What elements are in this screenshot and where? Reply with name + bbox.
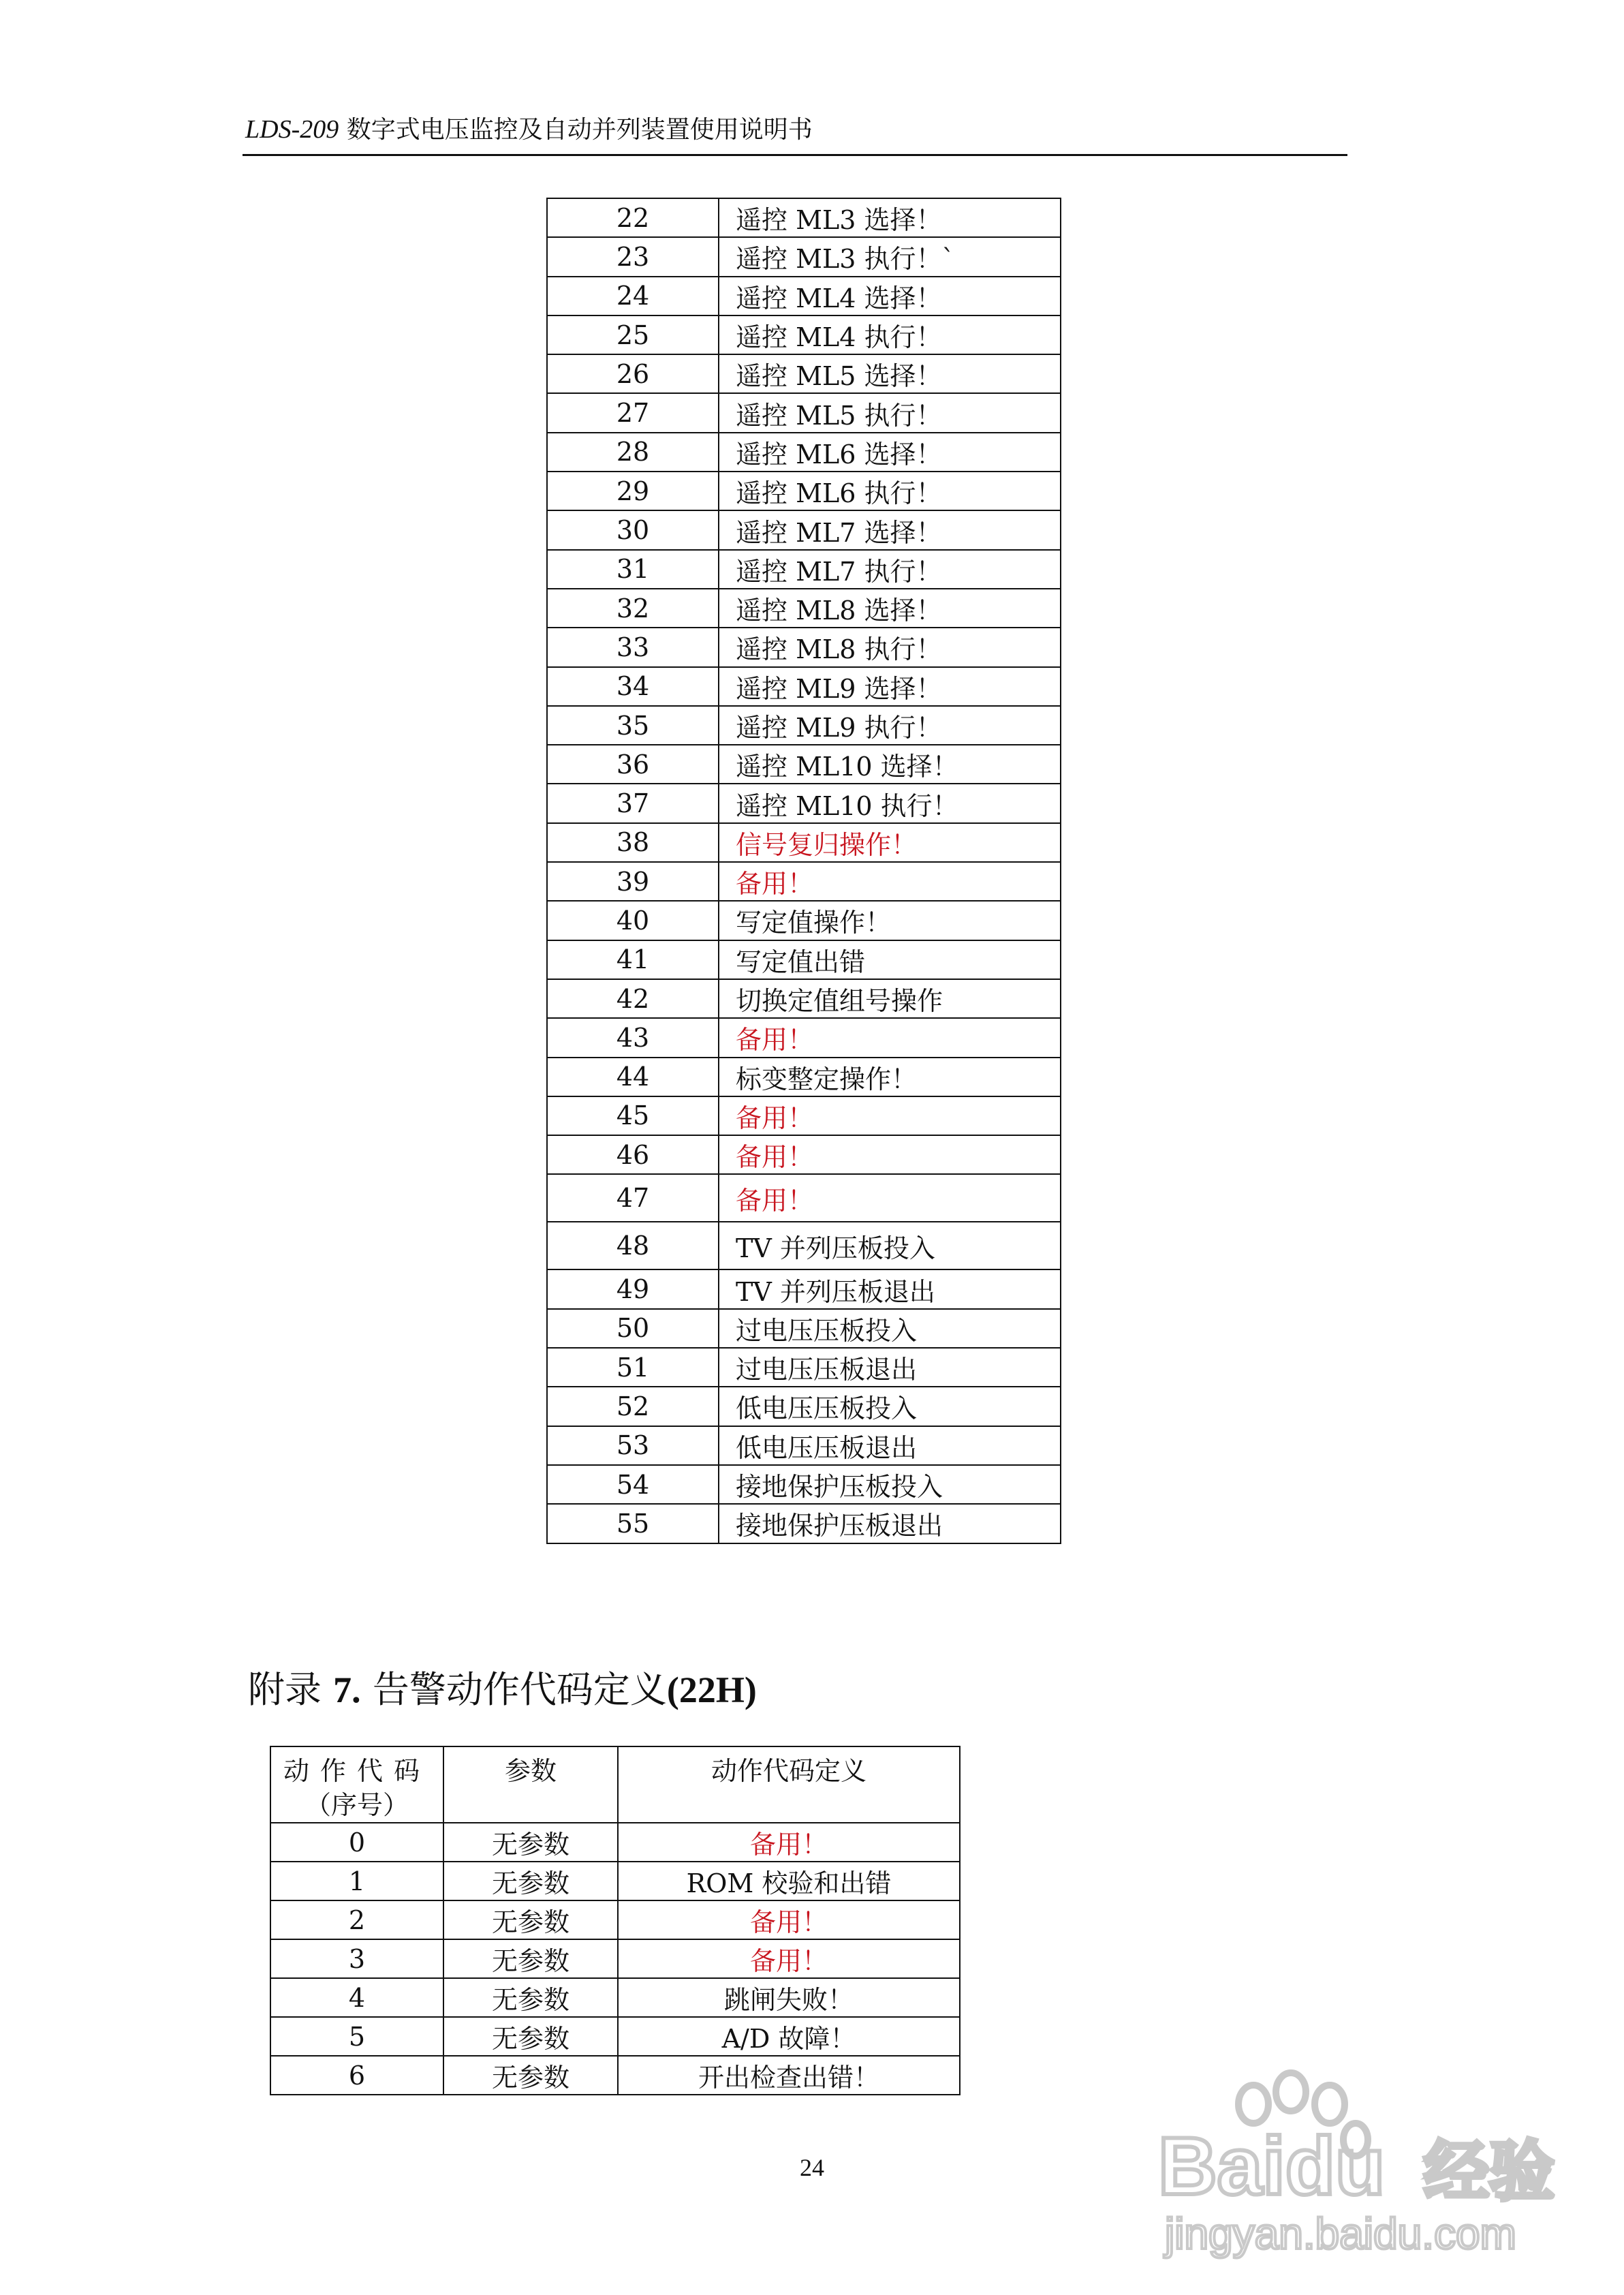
header-cell-definition: 动作代码定义 bbox=[618, 1746, 960, 1823]
alarm-code-cell: 4 bbox=[270, 1978, 443, 2017]
table-row bbox=[547, 979, 1061, 1018]
section-heading bbox=[248, 1668, 757, 1712]
table-row bbox=[547, 628, 1061, 666]
table-row bbox=[547, 706, 1061, 745]
row-description-cell: 低电压压板投入 bbox=[719, 1387, 1061, 1426]
row-description-cell: 遥控 ML6 执行！ bbox=[719, 472, 1061, 510]
table-row bbox=[547, 1174, 1061, 1222]
row-description-cell: 遥控 ML5 选择！ bbox=[719, 354, 1061, 393]
row-number-cell: 36 bbox=[547, 745, 719, 784]
row-description-cell: 写定值出错 bbox=[719, 940, 1061, 979]
row-number-cell: 35 bbox=[547, 706, 719, 745]
section-code: (22H) bbox=[666, 1669, 757, 1710]
alarm-param-cell: 无参数 bbox=[443, 2017, 618, 2056]
row-description-cell: 低电压压板退出 bbox=[719, 1426, 1061, 1465]
section-title-text: 告警动作代码定义 bbox=[372, 1668, 667, 1711]
row-number-cell: 31 bbox=[547, 550, 719, 589]
alarm-definition-cell: 跳闸失败！ bbox=[618, 1978, 960, 2017]
table-row bbox=[547, 1348, 1061, 1387]
alarm-definition-cell: 备用！ bbox=[618, 1823, 960, 1862]
header-cell-param: 参数 bbox=[443, 1746, 618, 1823]
row-description-cell: 备用！ bbox=[719, 862, 1061, 901]
alarm-definition-cell: 备用！ bbox=[618, 1939, 960, 1978]
table-row bbox=[547, 1135, 1061, 1174]
alarm-code-table bbox=[270, 1746, 961, 2095]
remote-control-table-body bbox=[547, 198, 1061, 1543]
table-row bbox=[270, 2017, 960, 2056]
row-number-cell: 45 bbox=[547, 1096, 719, 1135]
row-description-cell: 过电压压板投入 bbox=[719, 1309, 1061, 1348]
row-number-cell: 27 bbox=[547, 393, 719, 432]
row-number-cell: 48 bbox=[547, 1222, 719, 1269]
table-row bbox=[270, 1978, 960, 2017]
table-row bbox=[547, 354, 1061, 393]
row-description-cell: TV 并列压板投入 bbox=[719, 1222, 1061, 1269]
table-row bbox=[270, 1939, 960, 1978]
row-number-cell: 22 bbox=[547, 198, 719, 237]
header-divider bbox=[243, 154, 1347, 156]
alarm-definition-cell: 备用！ bbox=[618, 1900, 960, 1939]
alarm-table-header-row bbox=[270, 1746, 960, 1823]
table-row bbox=[547, 745, 1061, 784]
row-number-cell: 23 bbox=[547, 237, 719, 276]
alarm-param-cell: 无参数 bbox=[443, 1862, 618, 1900]
row-number-cell: 52 bbox=[547, 1387, 719, 1426]
row-number-cell: 34 bbox=[547, 667, 719, 706]
row-number-cell: 50 bbox=[547, 1309, 719, 1348]
row-description-cell: 遥控 ML6 选择！ bbox=[719, 433, 1061, 472]
table-row bbox=[547, 433, 1061, 472]
row-description-cell: 遥控 ML4 选择！ bbox=[719, 277, 1061, 315]
row-description-cell: 接地保护压板投入 bbox=[719, 1465, 1061, 1504]
row-description-cell: 切换定值组号操作 bbox=[719, 979, 1061, 1018]
alarm-param-cell: 无参数 bbox=[443, 1939, 618, 1978]
row-number-cell: 40 bbox=[547, 901, 719, 940]
table-row bbox=[547, 784, 1061, 822]
table-row bbox=[547, 589, 1061, 628]
watermark-product-text: 经验 bbox=[1424, 2134, 1555, 2210]
row-number-cell: 39 bbox=[547, 862, 719, 901]
row-number-cell: 46 bbox=[547, 1135, 719, 1174]
row-number-cell: 44 bbox=[547, 1058, 719, 1096]
alarm-code-cell: 3 bbox=[270, 1939, 443, 1978]
header-code-line2: （序号） bbox=[304, 1790, 409, 1820]
table-row bbox=[547, 1387, 1061, 1426]
alarm-code-cell: 2 bbox=[270, 1900, 443, 1939]
row-description-cell: 遥控 ML7 执行！ bbox=[719, 550, 1061, 589]
alarm-param-cell: 无参数 bbox=[443, 1823, 618, 1862]
row-description-cell: 遥控 ML8 选择！ bbox=[719, 589, 1061, 628]
header-cell-code bbox=[270, 1746, 443, 1823]
table-row bbox=[270, 1823, 960, 1862]
row-number-cell: 53 bbox=[547, 1426, 719, 1465]
alarm-code-cell: 0 bbox=[270, 1823, 443, 1862]
row-number-cell: 55 bbox=[547, 1504, 719, 1543]
header-title-text: 数字式电压监控及自动并列装置使用说明书 bbox=[346, 116, 813, 144]
table-row bbox=[547, 1426, 1061, 1465]
row-description-cell: 遥控 ML10 选择！ bbox=[719, 745, 1061, 784]
row-number-cell: 26 bbox=[547, 354, 719, 393]
row-number-cell: 47 bbox=[547, 1174, 719, 1222]
row-number-cell: 38 bbox=[547, 823, 719, 862]
row-description-cell: TV 并列压板退出 bbox=[719, 1269, 1061, 1308]
row-number-cell: 43 bbox=[547, 1018, 719, 1057]
row-number-cell: 49 bbox=[547, 1269, 719, 1308]
page-number: 24 bbox=[800, 2154, 824, 2181]
row-description-cell: 备用！ bbox=[719, 1135, 1061, 1174]
row-number-cell: 51 bbox=[547, 1348, 719, 1387]
row-description-cell: 标变整定操作！ bbox=[719, 1058, 1061, 1096]
remote-control-table bbox=[546, 198, 1061, 1544]
table-row bbox=[547, 1465, 1061, 1504]
table-row bbox=[547, 198, 1061, 237]
table-row bbox=[547, 237, 1061, 276]
row-description-cell: 备用！ bbox=[719, 1174, 1061, 1222]
row-description-cell: 遥控 ML3 选择！ bbox=[719, 198, 1061, 237]
row-description-cell: 备用！ bbox=[719, 1018, 1061, 1057]
header-model: LDS-209 bbox=[245, 115, 339, 144]
row-number-cell: 42 bbox=[547, 979, 719, 1018]
section-number: 7. bbox=[333, 1669, 361, 1710]
baidu-jingyan-watermark bbox=[1151, 2065, 1587, 2262]
table-row bbox=[270, 1900, 960, 1939]
table-row bbox=[547, 510, 1061, 549]
row-description-cell: 遥控 ML7 选择！ bbox=[719, 510, 1061, 549]
header-code-line1: 动作代码 bbox=[283, 1756, 431, 1786]
row-number-cell: 24 bbox=[547, 277, 719, 315]
row-number-cell: 29 bbox=[547, 472, 719, 510]
row-number-cell: 41 bbox=[547, 940, 719, 979]
row-description-cell: 遥控 ML10 执行！ bbox=[719, 784, 1061, 822]
row-description-cell: 备用！ bbox=[719, 1096, 1061, 1135]
row-number-cell: 25 bbox=[547, 315, 719, 354]
row-description-cell: 遥控 ML4 执行！ bbox=[719, 315, 1061, 354]
table-row bbox=[547, 940, 1061, 979]
table-row bbox=[547, 1504, 1061, 1543]
table-row bbox=[547, 393, 1061, 432]
table-row bbox=[270, 2056, 960, 2095]
row-description-cell: 写定值操作！ bbox=[719, 901, 1061, 940]
section-prefix: 附录 bbox=[248, 1668, 322, 1711]
row-number-cell: 37 bbox=[547, 784, 719, 822]
row-number-cell: 32 bbox=[547, 589, 719, 628]
alarm-param-cell: 无参数 bbox=[443, 1900, 618, 1939]
row-description-cell: 接地保护压板退出 bbox=[719, 1504, 1061, 1543]
alarm-code-cell: 6 bbox=[270, 2056, 443, 2095]
table-row bbox=[547, 1309, 1061, 1348]
row-description-cell: 信号复归操作！ bbox=[719, 823, 1061, 862]
table-row bbox=[547, 1096, 1061, 1135]
alarm-definition-cell: A/D 故障！ bbox=[618, 2017, 960, 2056]
table-row bbox=[547, 277, 1061, 315]
table-row bbox=[547, 901, 1061, 940]
document-header bbox=[245, 114, 813, 145]
alarm-code-cell: 5 bbox=[270, 2017, 443, 2056]
table-row bbox=[270, 1862, 960, 1900]
row-description-cell: 遥控 ML9 选择！ bbox=[719, 667, 1061, 706]
table-row bbox=[547, 1058, 1061, 1096]
alarm-param-cell: 无参数 bbox=[443, 1978, 618, 2017]
alarm-code-cell: 1 bbox=[270, 1862, 443, 1900]
table-row bbox=[547, 1018, 1061, 1057]
alarm-definition-cell: ROM 校验和出错 bbox=[618, 1862, 960, 1900]
table-row bbox=[547, 472, 1061, 510]
row-number-cell: 30 bbox=[547, 510, 719, 549]
table-row bbox=[547, 550, 1061, 589]
table-row bbox=[547, 667, 1061, 706]
table-row bbox=[547, 862, 1061, 901]
table-row bbox=[547, 1269, 1061, 1308]
row-description-cell: 遥控 ML9 执行！ bbox=[719, 706, 1061, 745]
row-number-cell: 28 bbox=[547, 433, 719, 472]
row-description-cell: 遥控 ML8 执行！ bbox=[719, 628, 1061, 666]
table-row bbox=[547, 315, 1061, 354]
table-row bbox=[547, 823, 1061, 862]
watermark-brand-text: Baidu bbox=[1158, 2121, 1386, 2212]
row-description-cell: 过电压压板退出 bbox=[719, 1348, 1061, 1387]
row-description-cell: 遥控 ML5 执行！ bbox=[719, 393, 1061, 432]
row-description-cell: 遥控 ML3 执行！` bbox=[719, 237, 1061, 276]
row-number-cell: 54 bbox=[547, 1465, 719, 1504]
row-number-cell: 33 bbox=[547, 628, 719, 666]
alarm-param-cell: 无参数 bbox=[443, 2056, 618, 2095]
alarm-definition-cell: 开出检查出错！ bbox=[618, 2056, 960, 2095]
alarm-code-table-body bbox=[270, 1746, 960, 2095]
table-row bbox=[547, 1222, 1061, 1269]
watermark-url-text: jingyan.baidu.com bbox=[1165, 2209, 1516, 2258]
